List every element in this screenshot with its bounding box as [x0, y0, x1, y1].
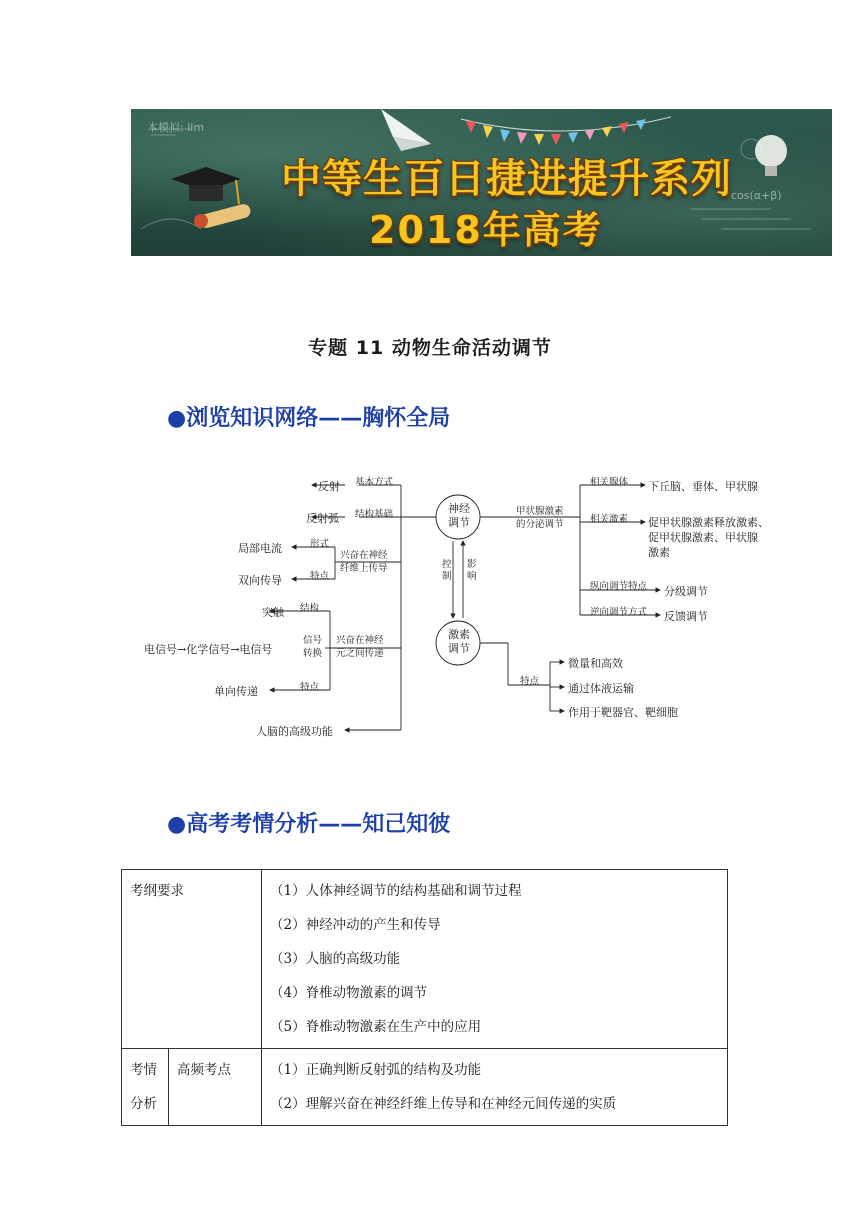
knowledge-concept-map: [140, 465, 790, 745]
feedback-regulation-label: 反馈调节: [664, 610, 708, 623]
signal-convert-label: [303, 634, 322, 660]
reflex-label: 反射: [318, 480, 340, 493]
thyroid-regulation-label: [516, 505, 564, 531]
local-current-label: 局部电流: [238, 542, 282, 555]
fiber-conduction-line2: 纤维上传导: [340, 563, 388, 574]
syllabus-item: （4）脊椎动物激素的调节: [270, 985, 428, 1001]
hormones-line3: 激素: [648, 546, 670, 559]
basic-mode-label: 基本方式: [355, 477, 394, 488]
high-frequency-label-cell: [169, 1049, 262, 1126]
high-frequency-label: 高频考点: [177, 1062, 231, 1078]
neuron-transfer-line2: 元之间传递: [336, 648, 384, 659]
structure-basis-label: 结构基础: [355, 509, 394, 520]
hormones-line2: 促甲状腺激素、甲状腺: [648, 531, 758, 544]
page-title: 专题 11 动物生命活动调节: [308, 337, 552, 359]
high-frequency-item: （2）理解兴奋在神经纤维上传导和在神经元间传递的实质: [270, 1096, 617, 1112]
chalk-formula-left: 本模拟: lim: [147, 121, 205, 134]
influence-label: 影响: [467, 559, 477, 582]
hormone-feature-1: 微量和高效: [568, 657, 623, 670]
control-label: 控制: [442, 559, 452, 582]
hormone-node-line2: 调节: [448, 642, 470, 655]
syllabus-item: （1）人体神经调节的结构基础和调节过程: [270, 883, 522, 899]
hormone-feature-2: 通过体液运输: [568, 682, 634, 695]
nerve-node-line2: 调节: [448, 516, 470, 529]
banner-title: 中等生百日捷进提升系列: [281, 156, 732, 202]
syllabus-item: （2）神经冲动的产生和传导: [270, 917, 441, 933]
signal-convert-line2: 转换: [303, 648, 323, 659]
analysis-label-cell: [122, 1049, 169, 1126]
form-label: 形式: [310, 539, 330, 550]
hormones-list: [648, 515, 769, 560]
header-banner: [131, 109, 832, 256]
table-row: [122, 870, 728, 1049]
synapse-feature-label: 特点: [300, 682, 320, 693]
signal-convert-line1: 信号: [303, 635, 323, 646]
glands-label: 下丘脑、垂体、甲状腺: [648, 480, 758, 493]
related-hormone-label: 相关激素: [590, 514, 629, 525]
neuron-transfer-line1: 兴奋在神经: [336, 635, 384, 646]
thyroid-regulation-line1: 甲状腺激素: [516, 506, 564, 517]
synapse-label: 突触: [262, 606, 284, 619]
hormones-line1: 促甲状腺激素释放激素、: [648, 516, 769, 529]
hierarchical-regulation-label: 分级调节: [664, 585, 708, 598]
unidirectional-label: 单向传递: [214, 685, 258, 698]
syllabus-label: 考纲要求: [130, 883, 184, 899]
fiber-conduction-line1: 兴奋在神经: [340, 550, 388, 561]
feedback-mode-label: 逆向调节方式: [590, 607, 648, 618]
high-frequency-items-cell: [262, 1049, 728, 1126]
hierarchical-feature-label: 纵向调节特点: [590, 581, 648, 592]
fiber-feature-label: 特点: [310, 571, 330, 582]
analysis-label-line2: 分析: [130, 1096, 157, 1112]
neuron-transfer-label: [336, 634, 384, 660]
syllabus-item: （5）脊椎动物激素在生产中的应用: [270, 1019, 482, 1035]
signal-chain-label: 电信号→化学信号→电信号: [144, 643, 273, 656]
analysis-label-line1: 考情: [130, 1062, 157, 1078]
hormone-feature-label: 特点: [520, 676, 540, 687]
chalk-formula-right: cos(α+β): [731, 189, 782, 202]
section-heading-knowledge: ●浏览知识网络——胸怀全局: [167, 406, 451, 431]
exam-analysis-table: [121, 869, 728, 1126]
structure-label: 结构: [300, 603, 320, 614]
high-frequency-item: （1）正确判断反射弧的结构及功能: [270, 1062, 482, 1078]
table-row: [122, 1049, 728, 1126]
nerve-regulation-node: [448, 502, 468, 530]
thyroid-regulation-line2: 的分泌调节: [516, 519, 564, 530]
syllabus-item: （3）人脑的高级功能: [270, 951, 401, 967]
nerve-node-line1: 神经: [448, 502, 470, 515]
hormone-feature-3: 作用于靶器官、靶细胞: [568, 706, 678, 719]
hormone-regulation-node: [448, 628, 468, 656]
fiber-conduction-label: [340, 549, 388, 575]
hormone-node-line1: 激素: [448, 628, 470, 641]
related-gland-label: 相关腺体: [590, 477, 629, 488]
reflex-arc-label: 反射弧: [306, 512, 339, 525]
syllabus-label-cell: [122, 870, 262, 1049]
syllabus-items-cell: [262, 870, 728, 1049]
banner-subtitle: 2018年高考: [369, 208, 603, 252]
bidirectional-label: 双向传导: [238, 574, 282, 587]
section-heading-analysis: ●高考考情分析——知己知彼: [167, 812, 451, 837]
brain-function-label: 人脑的高级功能: [256, 725, 333, 738]
